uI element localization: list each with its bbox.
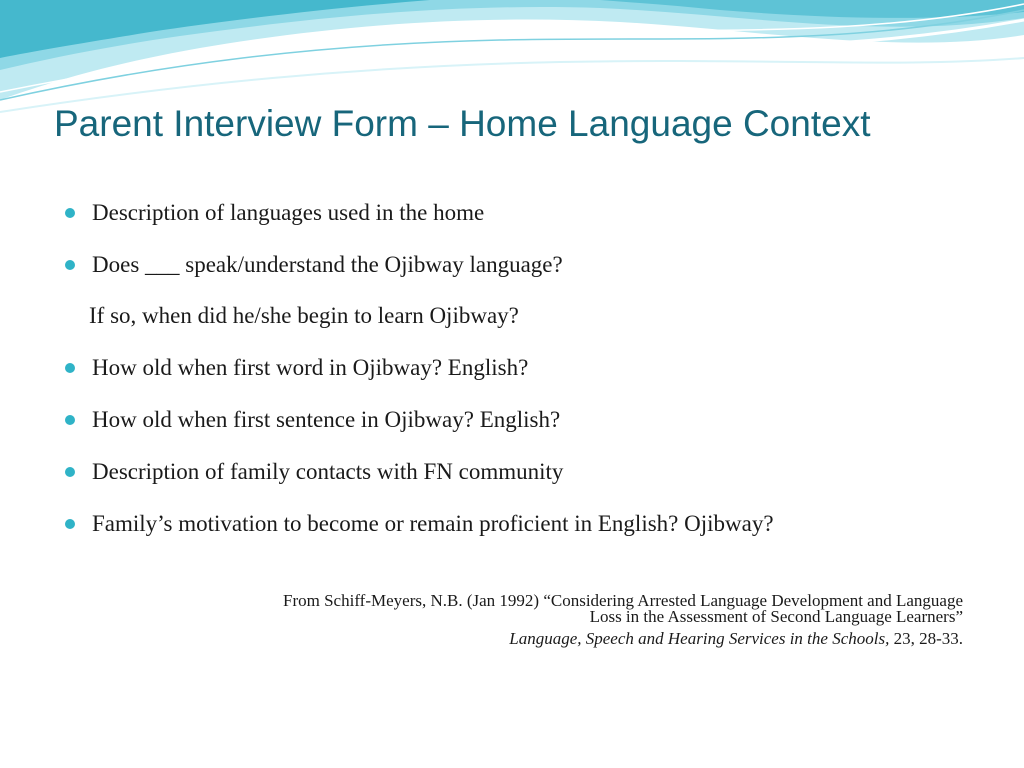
bullet-text: Description of languages used in the home [92, 200, 485, 225]
citation-journal: Language, Speech and Hearing Services in the Schools, [509, 629, 890, 648]
bullet-text: Family’s motivation to become or remain proficient in English? Ojibway? [92, 511, 774, 536]
bullet-dot-icon [65, 467, 75, 477]
bullet-item [92, 249, 992, 281]
citation-line-2: Loss in the Assessment of Second Language Learners” [589, 607, 963, 626]
bullet-dot-icon [65, 519, 75, 529]
bullet-item [92, 197, 992, 229]
bullet-item [92, 404, 992, 436]
bullet-text: How old when first word in Ojibway? English? [92, 355, 529, 380]
citation [83, 592, 963, 649]
bullet-item [92, 508, 992, 540]
bullet-text: How old when first sentence in Ojibway? English? [92, 407, 561, 432]
bullet-text: Does ___ speak/understand the Ojibway language? [92, 252, 563, 277]
citation-volume-pages: 23, 28-33. [889, 629, 963, 648]
bullet-dot-icon [65, 415, 75, 425]
bullet-text: Description of family contacts with FN community [92, 459, 564, 484]
bullet-dot-icon [65, 363, 75, 373]
bullet-item [92, 456, 992, 488]
bullet-sub-line: If so, when did he/she begin to learn Ojibway? [89, 303, 519, 328]
bullet-item [92, 352, 992, 384]
bullet-dot-icon [65, 208, 75, 218]
citation-line-3 [83, 629, 963, 649]
slide-title: Parent Interview Form – Home Language Context [54, 103, 871, 144]
bullet-dot-icon [65, 260, 75, 270]
citation-line-1: From Schiff-Meyers, N.B. (Jan 1992) “Considering Arrested Language Development and Language [283, 591, 963, 610]
